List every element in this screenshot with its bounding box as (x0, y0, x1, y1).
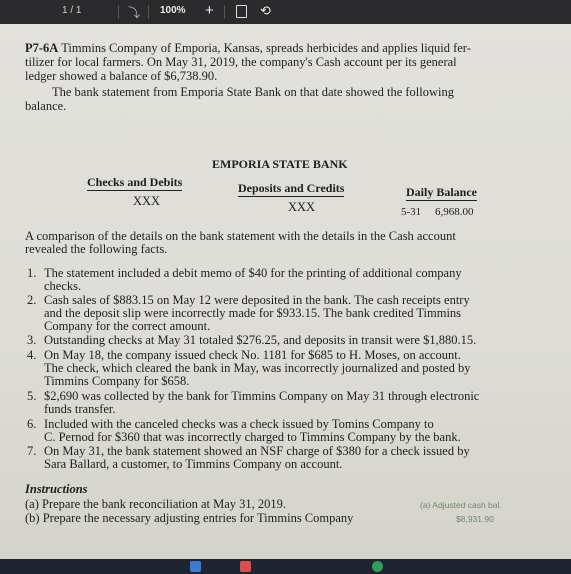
fact-5-line: funds transfer. (44, 402, 116, 416)
bank-title: EMPORIA STATE BANK (212, 157, 348, 171)
fact-1-line: checks. (44, 279, 82, 293)
fact-2-line: and the deposit slip were incorrectly made for $933.15. The bank credited Timmins (44, 306, 462, 320)
fact-4-line: On May 18, the company issued check No. 1181 for $685 to H. Moses, on account. (44, 348, 461, 362)
intro-line-5: balance. (25, 99, 67, 113)
intro-line-4: The bank statement from Emporia State Bank on that date showed the following (52, 85, 454, 99)
intro-line-2: tilizer for local farmers. On May 31, 2019, the company's Cash account per its general (25, 55, 457, 69)
comparison-line-1: A comparison of the details on the bank statement with the details in the Cash account (25, 229, 456, 243)
fact-2-line: Company for the correct amount. (44, 319, 211, 333)
fact-3-line: Outstanding checks at May 31 totaled $276.25, and deposits in transit were $1,880.15. (44, 333, 477, 347)
fact-number: 5. (27, 389, 37, 403)
toolbar-divider (118, 5, 119, 19)
taskbar-app-icon[interactable] (190, 561, 201, 572)
instructions-heading: Instructions (25, 482, 88, 496)
fact-number: 3. (27, 333, 37, 347)
fact-number: 6. (27, 417, 37, 431)
zoom-level: 100% (160, 5, 186, 16)
intro-line-3: ledger showed a balance of $6,738.90. (25, 69, 218, 83)
document-page (0, 24, 571, 559)
fact-number: 7. (27, 444, 37, 458)
toolbar-divider (148, 5, 149, 19)
fact-number: 1. (27, 266, 37, 280)
fact-6-line: Included with the canceled checks was a check issued by Tomins Company to (44, 417, 434, 431)
fact-7-line: Sara Ballard, a customer, to Timmins Company on account. (44, 457, 343, 471)
page-view-icon[interactable] (236, 5, 247, 18)
instruction-a: (a) Prepare the bank reconciliation at May 31, 2019. (25, 497, 287, 511)
col-value-deposits: XXX (288, 200, 316, 214)
col-header-deposits: Deposits and Credits (238, 181, 345, 195)
fact-2-line: Cash sales of $883.15 on May 12 were deposited in the bank. The cash receipts entry (44, 293, 470, 307)
toolbar-divider (224, 5, 225, 19)
balance-value: 6,968.00 (435, 206, 474, 218)
handwritten-note-value: $8,931.90 (456, 514, 494, 524)
zoom-in-button[interactable]: + (205, 2, 214, 19)
handwritten-note-label: (a) Adjusted cash bal. (420, 500, 502, 510)
problem-id: P7-6A (25, 41, 59, 55)
fact-number: 4. (27, 348, 37, 362)
balance-date: 5-31 (401, 206, 422, 218)
fact-5-line: $2,690 was collected by the bank for Timmins Company on May 31 through electronic (44, 389, 480, 403)
col-value-checks: XXX (133, 194, 161, 208)
col-header-checks: Checks and Debits (87, 175, 183, 189)
fact-7-line: On May 31, the bank statement showed an NSF charge of $380 for a check issued by (44, 444, 470, 458)
taskbar-app-icon[interactable] (240, 561, 251, 572)
page-indicator: 1 / 1 (62, 5, 82, 16)
intro-line-1: P7-6A Timmins Company of Emporia, Kansas, spreads herbicides and applies liquid fer- (25, 41, 471, 55)
fact-number: 2. (27, 293, 37, 307)
fit-page-icon[interactable]: ⤵ (128, 6, 141, 20)
instruction-b: (b) Prepare the necessary adjusting entries for Timmins Company (25, 511, 354, 525)
fact-1-line: The statement included a debit memo of $40 for the printing of additional company (44, 266, 462, 280)
fact-4-line: The check, which cleared the bank in May, was incorrectly journalized and posted by (44, 361, 471, 375)
taskbar-app-icon[interactable] (372, 561, 383, 572)
comparison-line-2: revealed the following facts. (25, 242, 168, 256)
fact-6-line: C. Pernod for $360 that was incorrectly charged to Timmins Company by the bank. (44, 430, 461, 444)
col-header-balance: Daily Balance (406, 185, 477, 199)
fact-4-line: Timmins Company for $658. (44, 374, 190, 388)
viewer-toolbar (0, 0, 571, 24)
rotate-icon[interactable]: ⟲ (260, 3, 271, 18)
taskbar (0, 559, 571, 574)
